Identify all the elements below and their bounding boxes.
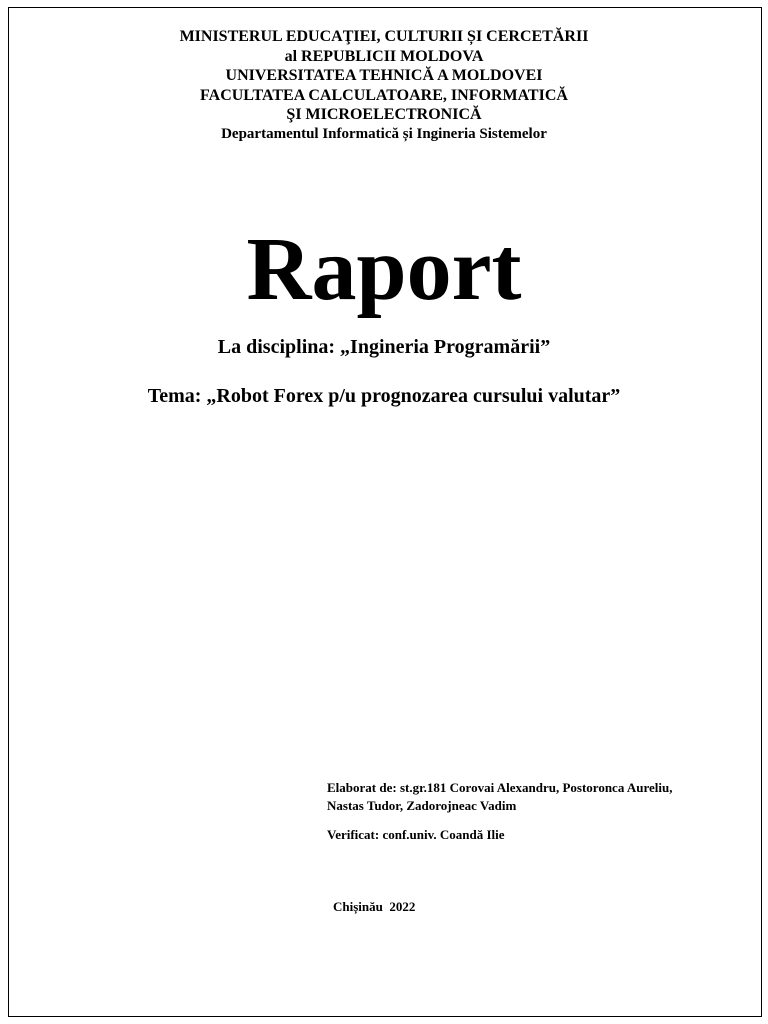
- header-line-department: Departamentul Informatică și Ingineria Sistemelor: [221, 125, 547, 142]
- discipline-line: La disciplina: „Ingineria Programării”: [217, 336, 551, 358]
- authors-line-1: Elaborat de: st.gr.181 Corovai Alexandru, Postoronca Aureliu,: [327, 780, 673, 795]
- header-line-republic: al REPUBLICII MOLDOVA: [284, 47, 484, 65]
- institution-header: [0, 27, 768, 145]
- header-line-university: UNIVERSITATEA TEHNICĂ A MOLDOVEI: [225, 67, 543, 85]
- authors-block: [327, 779, 737, 815]
- verified-by: Verificat: conf.univ. Coandă Ilie: [327, 827, 505, 842]
- header-line-faculty: FACULTATEA CALCULATOARE, INFORMATICĂ: [200, 86, 568, 104]
- header-line-ministry: MINISTERUL EDUCAŢIEI, CULTURII ȘI CERCETĂRII: [179, 28, 589, 45]
- place-and-year: Chișinău 2022: [333, 899, 416, 914]
- theme-line: Tema: „Robot Forex p/u prognozarea cursului valutar”: [147, 385, 621, 407]
- authors-line-2: Nastas Tudor, Zadorojneac Vadim: [327, 798, 517, 813]
- page-border: [8, 7, 762, 1017]
- header-line-faculty-cont: ŞI MICROELECTRONICĂ: [286, 106, 482, 124]
- document-title: Raport: [246, 220, 522, 319]
